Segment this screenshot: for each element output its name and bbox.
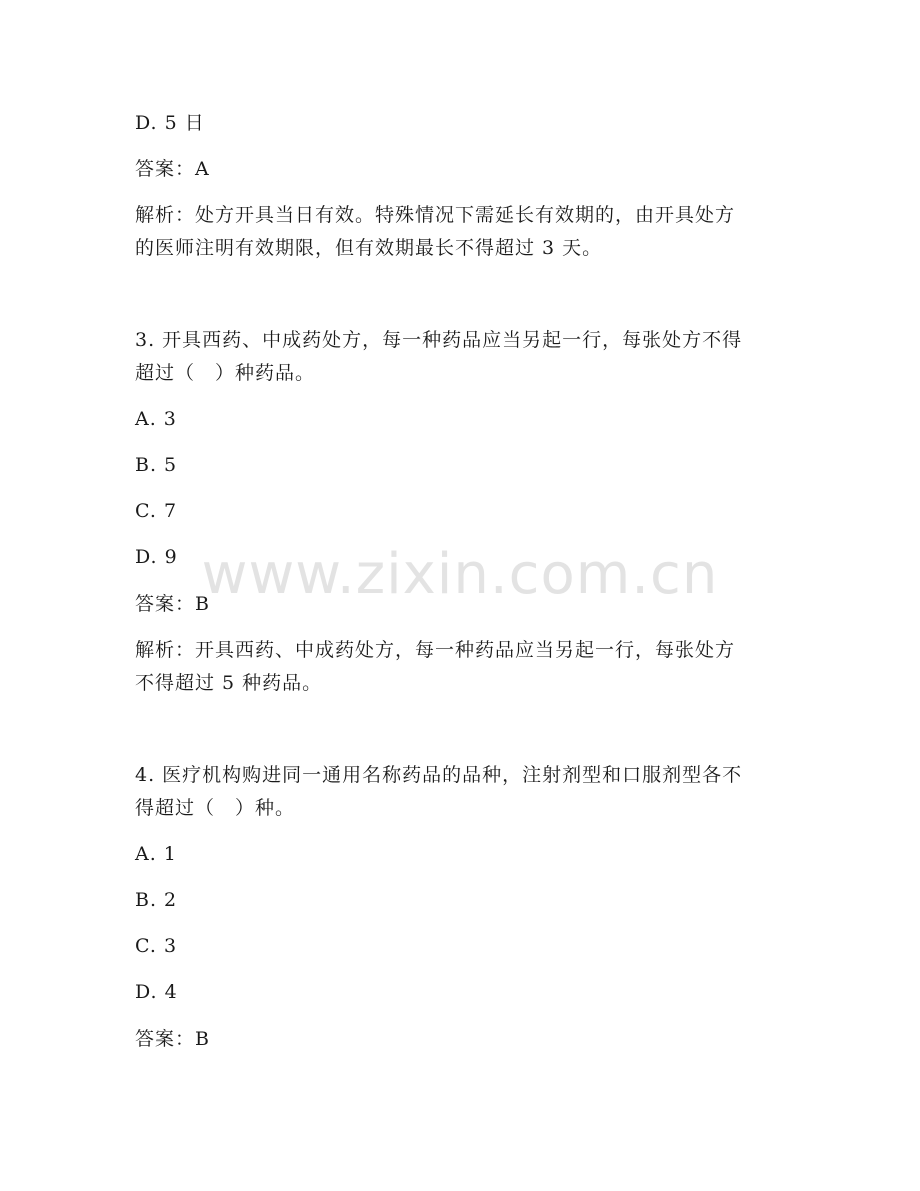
q3-analysis-line-2: 不得超过 5 种药品。 <box>135 672 323 694</box>
q3-option-c: C. 7 <box>135 500 178 522</box>
q4-answer: 答案：B <box>135 1028 210 1050</box>
q4-option-b: B. 2 <box>135 889 178 911</box>
q2-option-d: D. 5 日 <box>135 112 205 134</box>
q3-stem-line-2: 超过（ ）种药品。 <box>135 362 316 384</box>
q4-option-d: D. 4 <box>135 981 178 1003</box>
q3-answer: 答案：B <box>135 593 210 615</box>
q3-option-a: A. 3 <box>135 408 177 430</box>
q3-analysis-line-1: 解析：开具西药、中成药处方，每一种药品应当另起一行，每张处方 <box>135 639 736 661</box>
q2-answer: 答案：A <box>135 158 210 180</box>
watermark-text: www.zixin.com.cn <box>201 542 719 607</box>
q3-option-d: D. 9 <box>135 546 178 568</box>
q4-option-c: C. 3 <box>135 935 178 957</box>
q2-analysis-line-1: 解析：处方开具当日有效。特殊情况下需延长有效期的，由开具处方 <box>135 204 736 226</box>
q4-stem-line-2: 得超过（ ）种。 <box>135 797 296 819</box>
q4-option-a: A. 1 <box>135 843 177 865</box>
q4-stem-line-1: 4. 医疗机构购进同一通用名称药品的品种，注射剂型和口服剂型各不 <box>135 764 743 786</box>
q3-option-b: B. 5 <box>135 454 178 476</box>
q3-stem-line-1: 3. 开具西药、中成药处方，每一种药品应当另起一行，每张处方不得 <box>135 329 743 351</box>
q2-analysis-line-2: 的医师注明有效期限，但有效期最长不得超过 3 天。 <box>135 237 603 259</box>
